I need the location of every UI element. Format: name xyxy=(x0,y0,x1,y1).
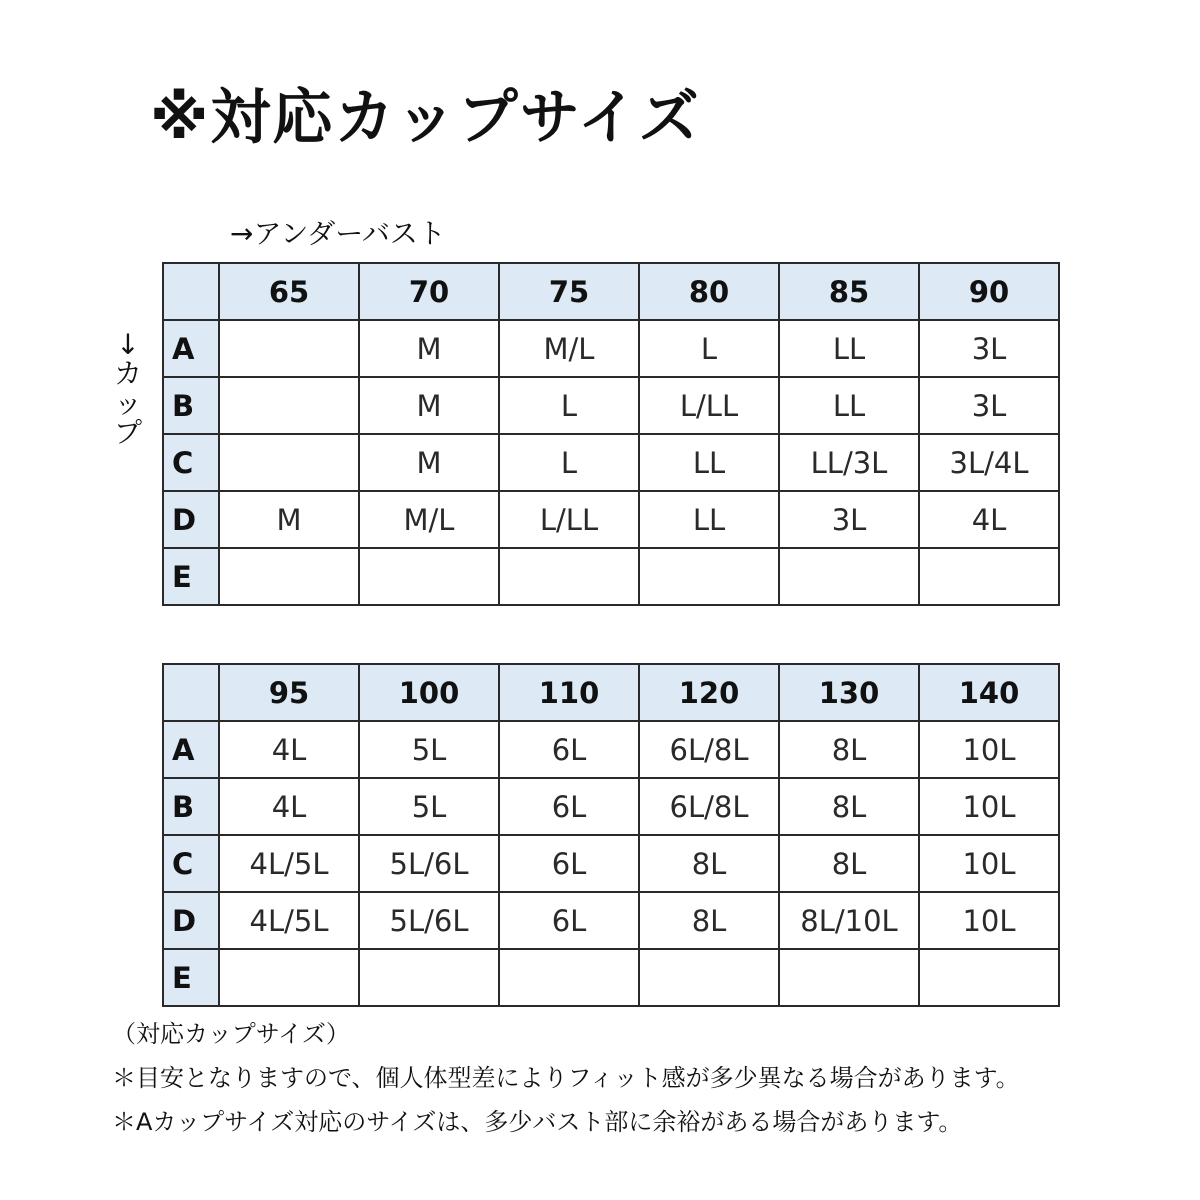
corner-cell xyxy=(163,263,219,320)
size-cell: 6L/8L xyxy=(639,778,779,835)
size-table-2 xyxy=(162,663,1060,1007)
size-cell: 8L/10L xyxy=(779,892,919,949)
size-cell: LL xyxy=(639,491,779,548)
size-cell: LL xyxy=(779,320,919,377)
table-row xyxy=(163,949,1059,1006)
cup-label: C xyxy=(163,434,219,491)
size-cell xyxy=(219,548,359,605)
underbust-header: 75 xyxy=(499,263,639,320)
table-row xyxy=(163,320,1059,377)
size-cell: 4L/5L xyxy=(219,892,359,949)
cup-label: B xyxy=(163,778,219,835)
size-cell: 8L xyxy=(779,721,919,778)
size-cell xyxy=(779,548,919,605)
size-cell: L xyxy=(499,434,639,491)
cup-label: D xyxy=(163,491,219,548)
size-cell: 8L xyxy=(639,835,779,892)
page-title: ※対応カップサイズ xyxy=(150,83,701,153)
cup-label: B xyxy=(163,377,219,434)
table-row xyxy=(163,721,1059,778)
underbust-header: 85 xyxy=(779,263,919,320)
notes xyxy=(112,1012,1020,1144)
underbust-header: 80 xyxy=(639,263,779,320)
size-cell: 6L xyxy=(499,721,639,778)
cup-label: E xyxy=(163,949,219,1006)
cup-axis-label xyxy=(108,330,148,448)
table-row xyxy=(163,892,1059,949)
underbust-header: 130 xyxy=(779,664,919,721)
size-cell: 3L xyxy=(779,491,919,548)
cup-axis-char: ッ xyxy=(113,386,142,420)
size-cell: M xyxy=(359,377,499,434)
underbust-header: 95 xyxy=(219,664,359,721)
size-cell: M/L xyxy=(499,320,639,377)
cup-label: C xyxy=(163,835,219,892)
size-cell xyxy=(359,548,499,605)
table-row xyxy=(163,835,1059,892)
size-cell: 3L xyxy=(919,377,1059,434)
table-row xyxy=(163,491,1059,548)
size-cell: 4L xyxy=(219,778,359,835)
size-cell: 8L xyxy=(779,778,919,835)
size-cell: L xyxy=(499,377,639,434)
size-cell xyxy=(919,949,1059,1006)
size-cell: 6L/8L xyxy=(639,721,779,778)
table-row xyxy=(163,377,1059,434)
notes-heading: （対応カップサイズ） xyxy=(112,1020,350,1048)
size-cell xyxy=(359,949,499,1006)
size-cell: 3L/4L xyxy=(919,434,1059,491)
cup-axis-char: プ xyxy=(113,416,142,450)
cup-label: A xyxy=(163,721,219,778)
size-cell xyxy=(779,949,919,1006)
size-cell: 5L xyxy=(359,721,499,778)
size-cell: M xyxy=(219,491,359,548)
table-row xyxy=(163,434,1059,491)
size-cell: 10L xyxy=(919,892,1059,949)
underbust-header: 100 xyxy=(359,664,499,721)
cup-label: A xyxy=(163,320,219,377)
size-cell xyxy=(639,548,779,605)
size-cell xyxy=(499,949,639,1006)
size-cell: L xyxy=(639,320,779,377)
note-line: ＊目安となりますので、個人体型差によりフィット感が多少異なる場合があります。 xyxy=(112,1064,1020,1092)
size-cell: 5L/6L xyxy=(359,835,499,892)
size-cell xyxy=(919,548,1059,605)
size-cell xyxy=(499,548,639,605)
size-cell: 10L xyxy=(919,778,1059,835)
cup-label: D xyxy=(163,892,219,949)
size-cell: 5L xyxy=(359,778,499,835)
size-cell xyxy=(219,377,359,434)
size-cell: 8L xyxy=(779,835,919,892)
cup-axis-char: カ xyxy=(113,357,142,391)
underbust-header: 120 xyxy=(639,664,779,721)
size-cell: M xyxy=(359,434,499,491)
table-row xyxy=(163,548,1059,605)
size-table-1 xyxy=(162,262,1060,606)
underbust-header: 140 xyxy=(919,664,1059,721)
size-cell: L/LL xyxy=(499,491,639,548)
header-row xyxy=(163,263,1059,320)
cup-label: E xyxy=(163,548,219,605)
underbust-header: 110 xyxy=(499,664,639,721)
size-cell xyxy=(219,320,359,377)
size-cell: 10L xyxy=(919,835,1059,892)
size-cell xyxy=(219,434,359,491)
note-line: ＊Aカップサイズ対応のサイズは、多少バスト部に余裕がある場合があります。 xyxy=(112,1108,963,1136)
size-cell: 10L xyxy=(919,721,1059,778)
underbust-header: 65 xyxy=(219,263,359,320)
underbust-header: 90 xyxy=(919,263,1059,320)
size-cell: L/LL xyxy=(639,377,779,434)
size-cell: 6L xyxy=(499,835,639,892)
size-cell: M/L xyxy=(359,491,499,548)
size-cell xyxy=(219,949,359,1006)
size-cell: 4L xyxy=(919,491,1059,548)
underbust-axis-label: →アンダーバスト xyxy=(230,217,446,250)
cup-axis-char: ↓ xyxy=(116,328,140,361)
size-cell: LL xyxy=(639,434,779,491)
table-row xyxy=(163,778,1059,835)
size-cell xyxy=(639,949,779,1006)
size-cell: 8L xyxy=(639,892,779,949)
underbust-header: 70 xyxy=(359,263,499,320)
size-cell: 6L xyxy=(499,892,639,949)
size-cell: 3L xyxy=(919,320,1059,377)
size-cell: 5L/6L xyxy=(359,892,499,949)
size-cell: 4L/5L xyxy=(219,835,359,892)
size-cell: LL/3L xyxy=(779,434,919,491)
header-row xyxy=(163,664,1059,721)
size-cell: M xyxy=(359,320,499,377)
size-cell: LL xyxy=(779,377,919,434)
corner-cell xyxy=(163,664,219,721)
size-cell: 6L xyxy=(499,778,639,835)
size-cell: 4L xyxy=(219,721,359,778)
